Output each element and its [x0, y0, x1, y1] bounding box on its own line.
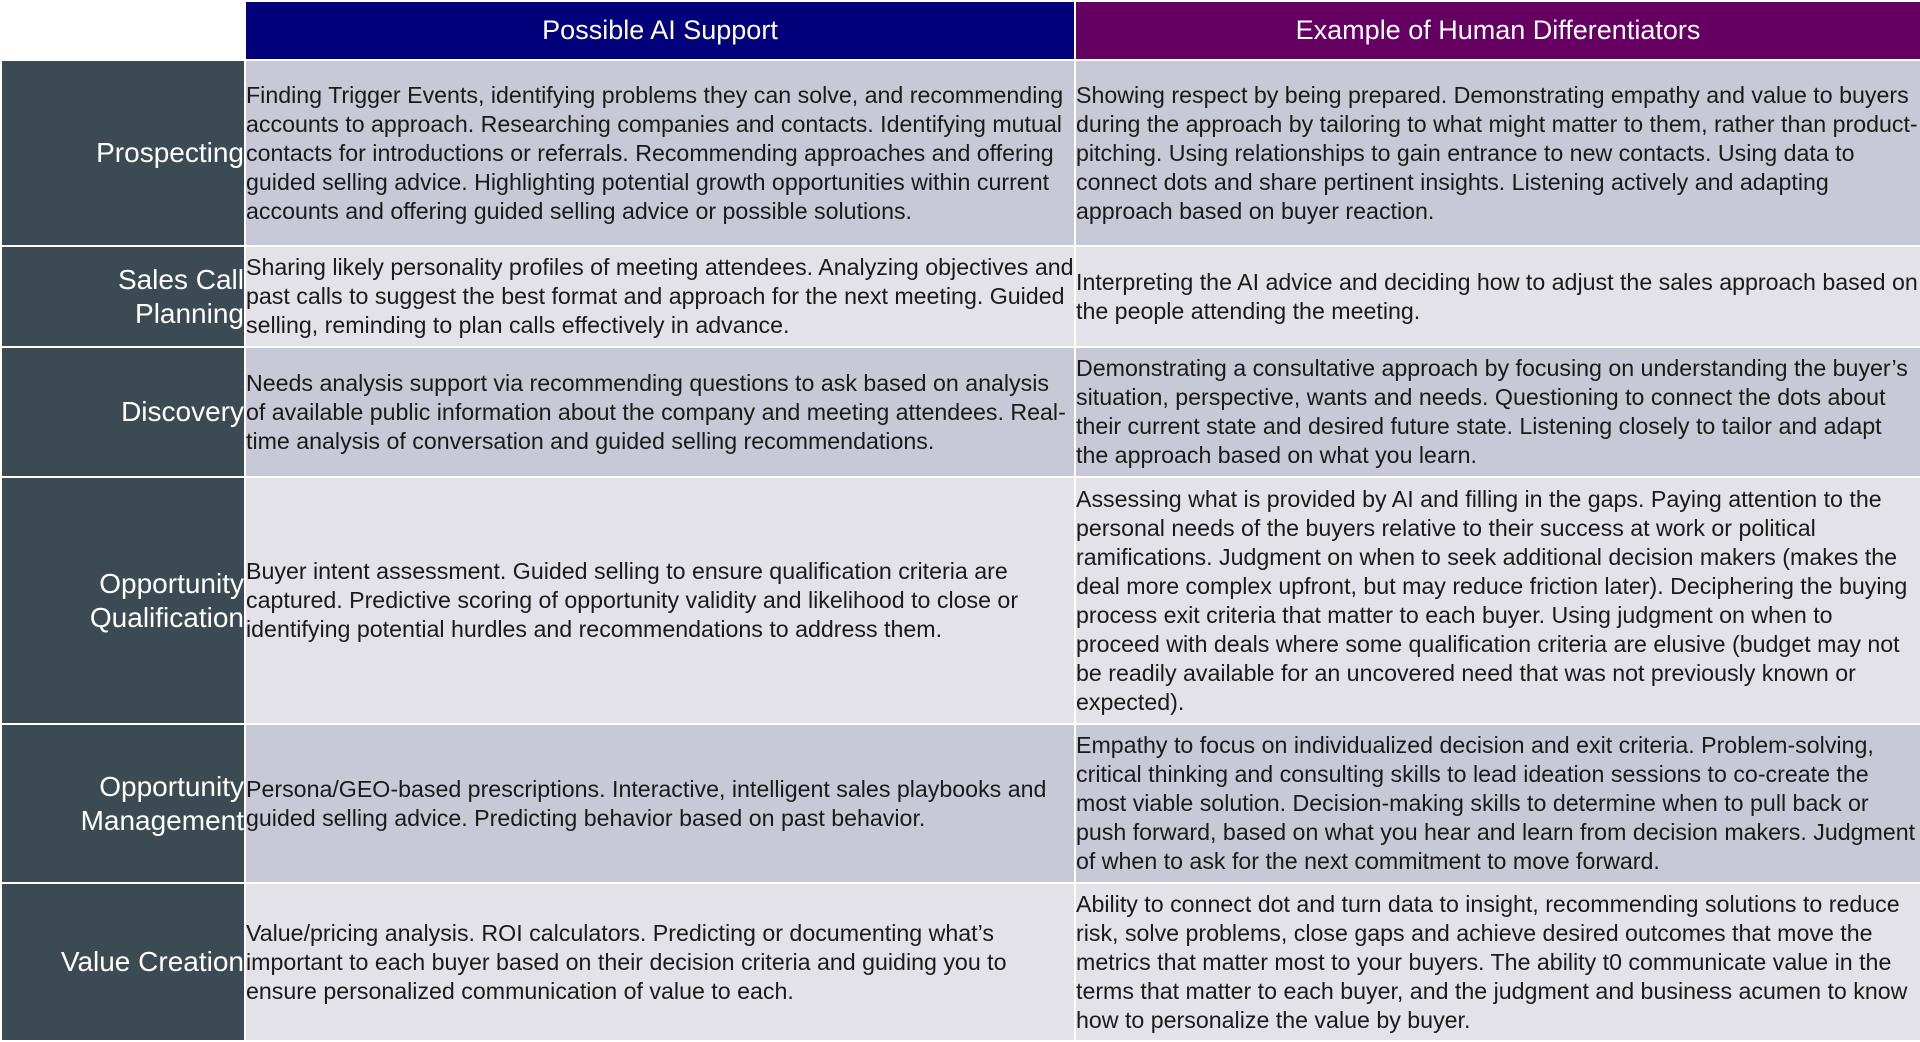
stage-label: Value Creation — [1, 883, 245, 1041]
ai-support-header: Possible AI Support — [245, 1, 1075, 60]
table-row-opportunity-qualification — [1, 477, 1920, 724]
human-differentiator-cell: Assessing what is provided by AI and filling in the gaps. Paying attention to the personal needs of the buyers relative to their success at work or political ramifications. Judgment on when to seek additional decision makers (makes the deal more complex upfront, but may reduce friction later). Deciphering the buying process exit criteria that matter to each buyer. Using judgment on when to proceed with deals where some qualification criteria are elusive (budget may not be readily available for an uncovered need that was not previously known or expected). — [1075, 477, 1920, 724]
stage-label: Opportunity Management — [1, 724, 245, 883]
ai-support-cell: Buyer intent assessment. Guided selling to ensure qualification criteria are captured. Predictive scoring of opportunity validity and likelihood to close or identifying potential hurdles and recommendations to address them. — [245, 477, 1075, 724]
stage-label: Discovery — [1, 347, 245, 477]
stage-label: Prospecting — [1, 60, 245, 246]
human-differentiator-cell: Interpreting the AI advice and deciding how to adjust the sales approach based on the people attending the meeting. — [1075, 246, 1920, 347]
ai-support-cell: Value/pricing analysis. ROI calculators. Predicting or documenting what’s important to each buyer based on their decision criteria and guiding you to ensure personalized communication of value to each. — [245, 883, 1075, 1041]
table-row-opportunity-management — [1, 724, 1920, 883]
table-row-prospecting — [1, 60, 1920, 246]
ai-support-cell: Sharing likely personality profiles of meeting attendees. Analyzing objectives and past calls to suggest the best format and approach for the next meeting. Guided selling, reminding to plan calls effectively in advance. — [245, 246, 1075, 347]
corner-cell — [1, 1, 245, 60]
human-differentiator-cell: Empathy to focus on individualized decision and exit criteria. Problem-solving, critical thinking and consulting skills to lead ideation sessions to co-create the most viable solution. Decision-making skills to determine when to pull back or push forward, based on what you hear and learn from decision makers. Judgment of when to ask for the next commitment to move forward. — [1075, 724, 1920, 883]
table-row-discovery — [1, 347, 1920, 477]
table-row-sales-call-planning — [1, 246, 1920, 347]
header-row — [1, 1, 1920, 60]
human-differentiator-cell: Ability to connect dot and turn data to insight, recommending solutions to reduce risk, solve problems, close gaps and achieve desired outcomes that move the metrics that matter most to your buyers. The ability t0 communicate value in the terms that matter to each buyer, and the judgment and business acumen to know how to personalize the value by buyer. — [1075, 883, 1920, 1041]
ai-support-cell: Persona/GEO-based prescriptions. Interactive, intelligent sales playbooks and guided selling advice. Predicting behavior based on past behavior. — [245, 724, 1075, 883]
human-differentiators-header: Example of Human Differentiators — [1075, 1, 1920, 60]
table-row-value-creation — [1, 883, 1920, 1041]
human-differentiator-cell: Showing respect by being prepared. Demonstrating empathy and value to buyers during the approach by tailoring to what might matter to them, rather than product-pitching. Using relationships to gain entrance to new contacts. Using data to connect dots and share pertinent insights. Listening actively and adapting approach based on buyer reaction. — [1075, 60, 1920, 246]
stage-label: Opportunity Qualification — [1, 477, 245, 724]
human-differentiator-cell: Demonstrating a consultative approach by focusing on understanding the buyer’s situation, perspective, wants and needs. Questioning to connect the dots about their current state and desired future state. Listening closely to tailor and adapt the approach based on what you learn. — [1075, 347, 1920, 477]
stage-label: Sales Call Planning — [1, 246, 245, 347]
ai-support-cell: Needs analysis support via recommending questions to ask based on analysis of available public information about the company and meeting attendees. Real-time analysis of conversation and guided selling recommendations. — [245, 347, 1075, 477]
ai-support-cell: Finding Trigger Events, identifying problems they can solve, and recommending accounts to approach. Researching companies and contacts. Identifying mutual contacts for introductions or referrals. Recommending approaches and offering guided selling advice. Highlighting potential growth opportunities within current accounts and offering guided selling advice or possible solutions. — [245, 60, 1075, 246]
